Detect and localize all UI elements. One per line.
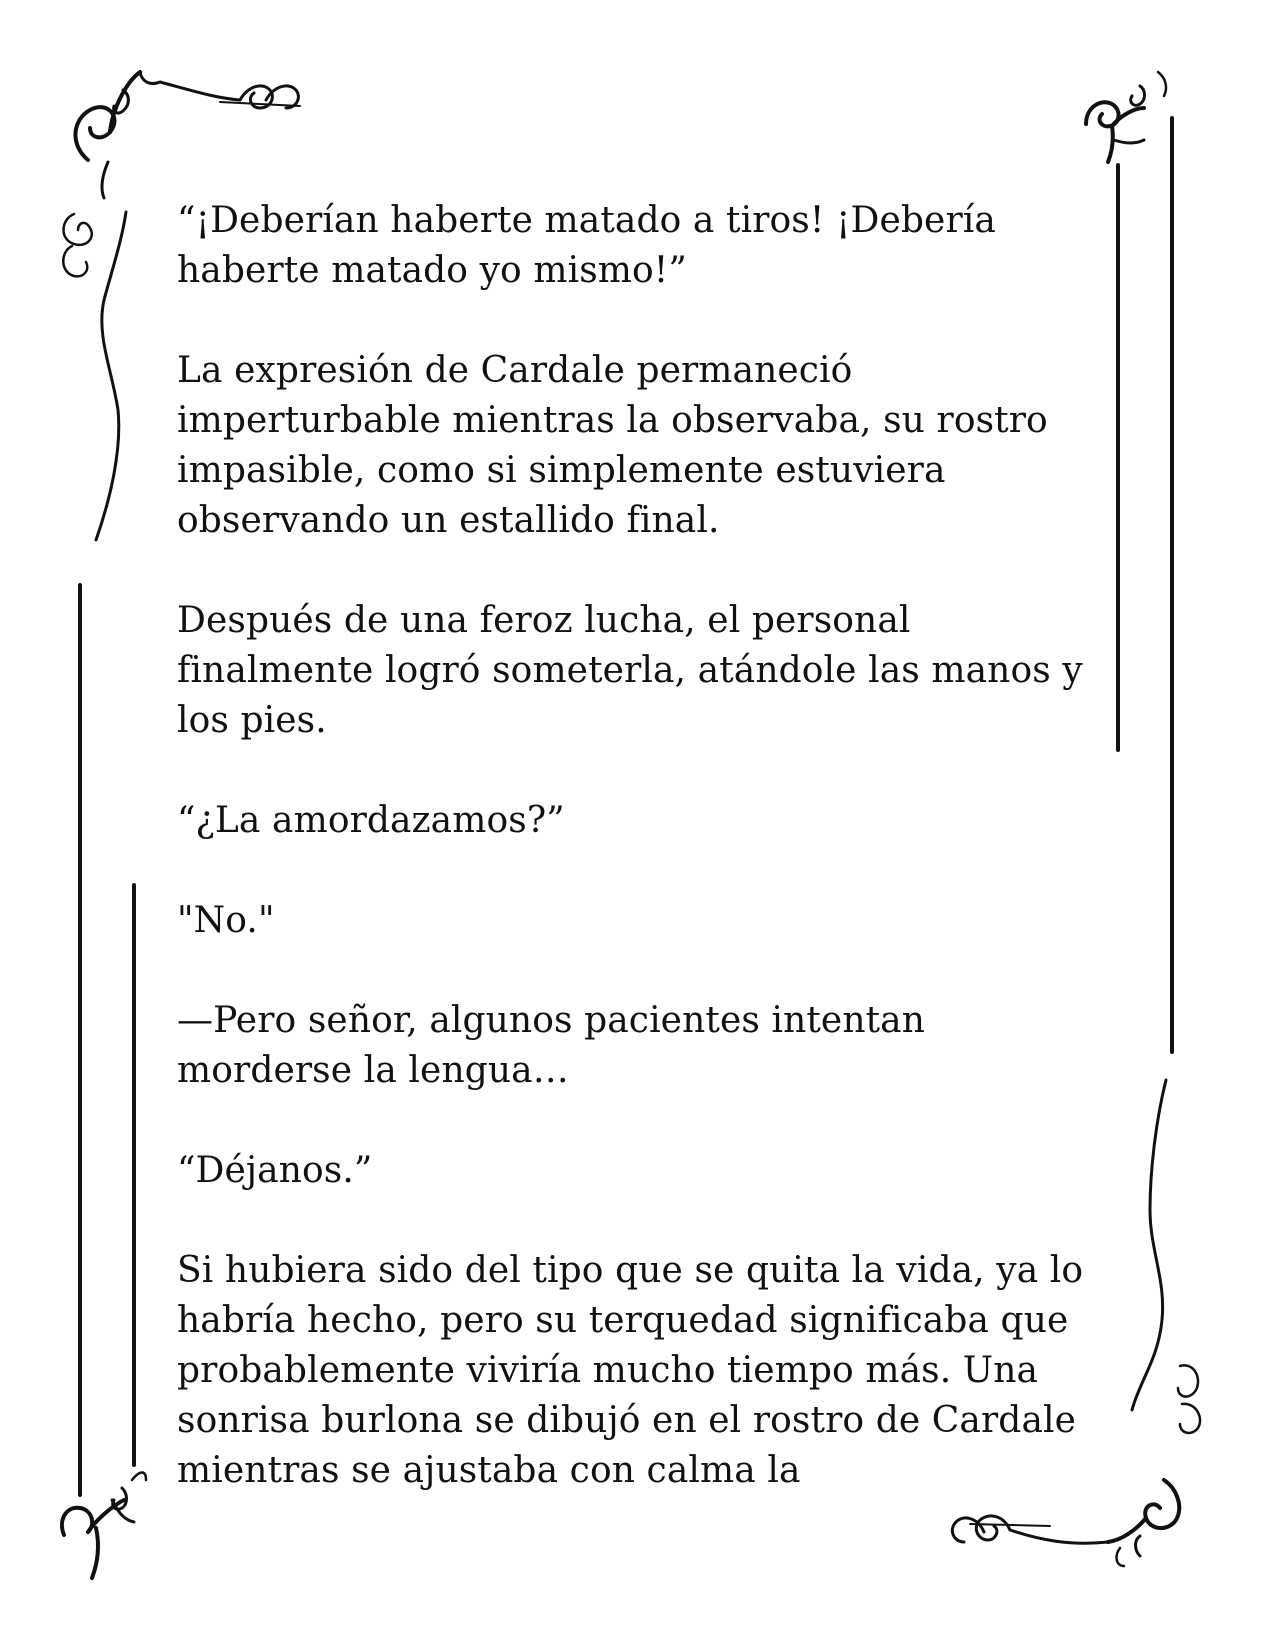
bottom-left-flourish-icon [62, 1473, 146, 1579]
top-right-flourish-icon [1086, 72, 1166, 162]
paragraph-3: Después de una feroz lucha, el personal finalmente logró someterla, atándole las manos y los pies. [177, 600, 1083, 741]
paragraph-1: “¡Deberían haberte matado a tiros! ¡Debería haberte matado yo mismo!” [177, 200, 996, 291]
paragraph-2: La expresión de Cardale permaneció imperturbable mientras la observaba, su rostro impasible, como si simplemente estuviera observando un estallido final. [177, 350, 1048, 541]
paragraph-8: Si hubiera sido del tipo que se quita la vida, ya lo habría hecho, pero su terquedad significaba que probablemente viviría mucho tiempo más. Una sonrisa burlona se dibujó en el rostro de Cardale mientras se ajustaba con calma la [177, 1250, 1084, 1491]
paragraph-7: “Déjanos.” [177, 1150, 373, 1191]
paragraph-5: "No." [177, 900, 275, 941]
document-body [177, 196, 1107, 1496]
paragraph-6: —Pero señor, algunos pacientes intentan morderse la lengua… [177, 1000, 926, 1091]
paragraph-4: “¿La amordazamos?” [177, 800, 565, 841]
